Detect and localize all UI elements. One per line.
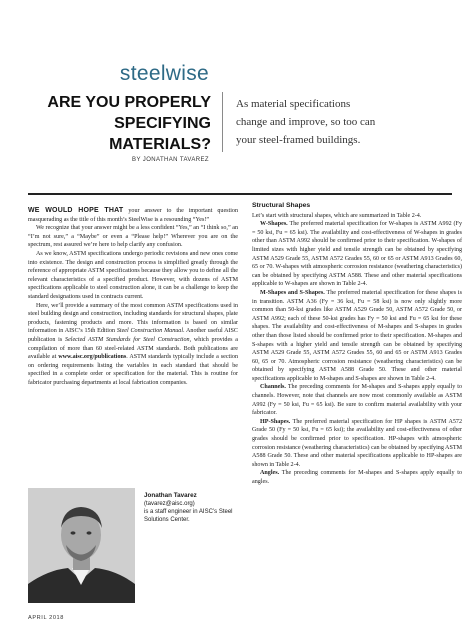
title-line: MATERIALS? [109, 136, 211, 153]
run-in-heading: Angles. [260, 470, 280, 477]
paragraph [252, 418, 462, 470]
paragraph-text: The preceding comments for M-shapes and S-shapes apply equally to angles. [252, 470, 462, 485]
run-in-heading: W-Shapes. [260, 221, 288, 228]
paragraph-text: your answer to the important question masquerading as the title of this month’s SteelWise is a resounding “Yes!” [28, 208, 238, 223]
paragraph-text: The preferred material specification for these shapes is in transition. ASTM A36 (Fy = 36 ksi, Fu = 58 ksi) is now only slightly more common than 50-ksi grades like ASTM A529 Grade 50, ASTM A572 Grade 50, or ASTM A992; each of these 50-ksi grades has Fy = 50 ksi and Fu = 65 ksi for these shapes. The availability and cost-effectiveness of M-shapes and S-shapes in grades other than those listed should be confirmed prior to their specification. M-shapes and S-shapes with a higher yield and tensile strength can be obtained by specifying ASTM A529 Grade 55, ASTM A572 Grades 55, 60 and 65 or ASTM A913 Grades 60, 65 or 70. Atmospheric corrosion resistance (weathering characteristics) can be obtained by specifying ASTM A588 Grade 50. These and other material specifications applicable to M-shapes and S-shapes are shown in Table 2-4. [252, 289, 462, 382]
article-title [0, 92, 211, 155]
paragraph: Let’s start with structural shapes, which are summarized in Table 2-4. [252, 212, 422, 219]
paragraph: As we know, ASTM specifications undergo periodic revisions and new ones come into existence. The design and construction process is simplified greatly through the reference of appropriate ASTM specifications because they allow you to define all the relevant characteristics of a specified product. However, with dozens of ASTM specifications applicable to steel construction alone, it can be a challenge to keep the standard designations used in contracts current. [28, 250, 238, 300]
publications-link[interactable]: www.aisc.org/publications [58, 354, 127, 361]
header-divider [222, 92, 223, 152]
paragraph-text: . Another useful AISC publication is [28, 328, 238, 343]
section-heading: Structural Shapes [252, 202, 311, 209]
title-line: ARE YOU PROPERLY [47, 94, 211, 111]
paragraph [28, 207, 238, 224]
section-label: steelwise [119, 62, 209, 85]
run-in-heading: HP-Shapes. [260, 418, 291, 425]
paragraph [28, 302, 238, 388]
paragraph [252, 220, 462, 289]
deck-line: your steel-framed buildings. [236, 134, 361, 146]
paragraph-text: The preferred material specification for HP shapes is ASTM A572 Grade 50 (Fy = 50 ksi, Fu = 65 ksi); the availability and cost-effectiveness of other grades should be confirmed prior to specification. HP-shapes with atmospheric corrosion resistance (weathering characteristics) can be obtained by specifying ASTM A588 Grade 50. These and other material specifications applicable to HP-shapes are shown in Table 2-4. [252, 418, 462, 468]
title-line: SPECIFYING [114, 115, 211, 132]
paragraph: We recognize that your answer might be a less confident “Yes,” an “I think so,” an “I’m not sure,” a “Maybe” or even a “Please help!” Wherever you are on the spectrum, rest assured we’re here to help clarify any confusion. [28, 225, 238, 249]
paragraph [252, 383, 462, 417]
lead-in: WE WOULD HOPE THAT [28, 207, 124, 214]
publication-title: Selected ASTM Standards for Steel Construction [65, 336, 190, 343]
run-in-heading: Channels. [260, 384, 286, 391]
author-photo [28, 488, 135, 603]
paragraph-text: The preceding comments for M-shapes and S-shapes apply equally to channels. However, note that channels are now most commonly available as ASTM A992 (Fy = 50 ksi, Fu = 65 ksi). Be sure to confirm material availability with your fabricator. [252, 384, 462, 417]
paragraph-text: The preferred material specification for W-shapes is ASTM A992 (Fy = 50 ksi, Fu = 65 ksi). The availability and cost-effectiveness of W-shapes in grades other than ASTM A992 should be confirmed prior to their specification. W-shapes of limited sizes with higher yield and tensile strength can be obtained by specifying ASTM A529 Grade 55, ASTM A572 Grades 55, 60 or 65 or ASTM A913 Grades 60, 65 or 70. W-shapes with atmospheric corrosion resistance (weathering characteristics) can be obtained by specifying ASTM A588. These and other material specifications applicable to W-shapes are shown in Table 2-4. [252, 221, 462, 288]
paragraph-text: , which provides a compilation of more than 60 steel-related ASTM standards. Both publications are available at [28, 336, 238, 361]
deck-line: change and improve, so too can [236, 116, 376, 128]
author-email[interactable]: (tavarez@aisc.org) [144, 501, 195, 507]
paragraph [252, 469, 462, 486]
paragraph-text: . ASTM standards typically include a section on ordering requirements listing the variables in each standard that should be specified in a complete order or specification for the material. This is routine for fabricator purchasing departments at local fabrication companies. [28, 354, 239, 386]
publication-title: Steel Construction Manual [116, 328, 184, 335]
issue-date: APRIL 2018 [28, 615, 64, 621]
left-column [28, 207, 238, 387]
portrait-image [28, 488, 135, 603]
deck-line: As material specifications [236, 98, 351, 110]
byline: BY JONATHAN TAVAREZ [132, 157, 209, 163]
section-rule [28, 193, 452, 195]
right-column [252, 202, 462, 487]
paragraph-text: Here, we’ll provide a summary of the most common ASTM specifications used in steel building design and construction, including standards for structural shapes, plate products, fastening products and more. This information is based on similar information in AISC’s 15th Edition [28, 302, 238, 335]
author-name: Jonathan Tavarez [144, 492, 197, 499]
article-deck [236, 95, 436, 149]
run-in-heading: M-Shapes and S-Shapes. [260, 289, 325, 296]
author-role: is a staff engineer in AISC’s Steel Solutions Center. [144, 509, 233, 523]
author-bio [144, 492, 239, 524]
paragraph [252, 289, 462, 384]
